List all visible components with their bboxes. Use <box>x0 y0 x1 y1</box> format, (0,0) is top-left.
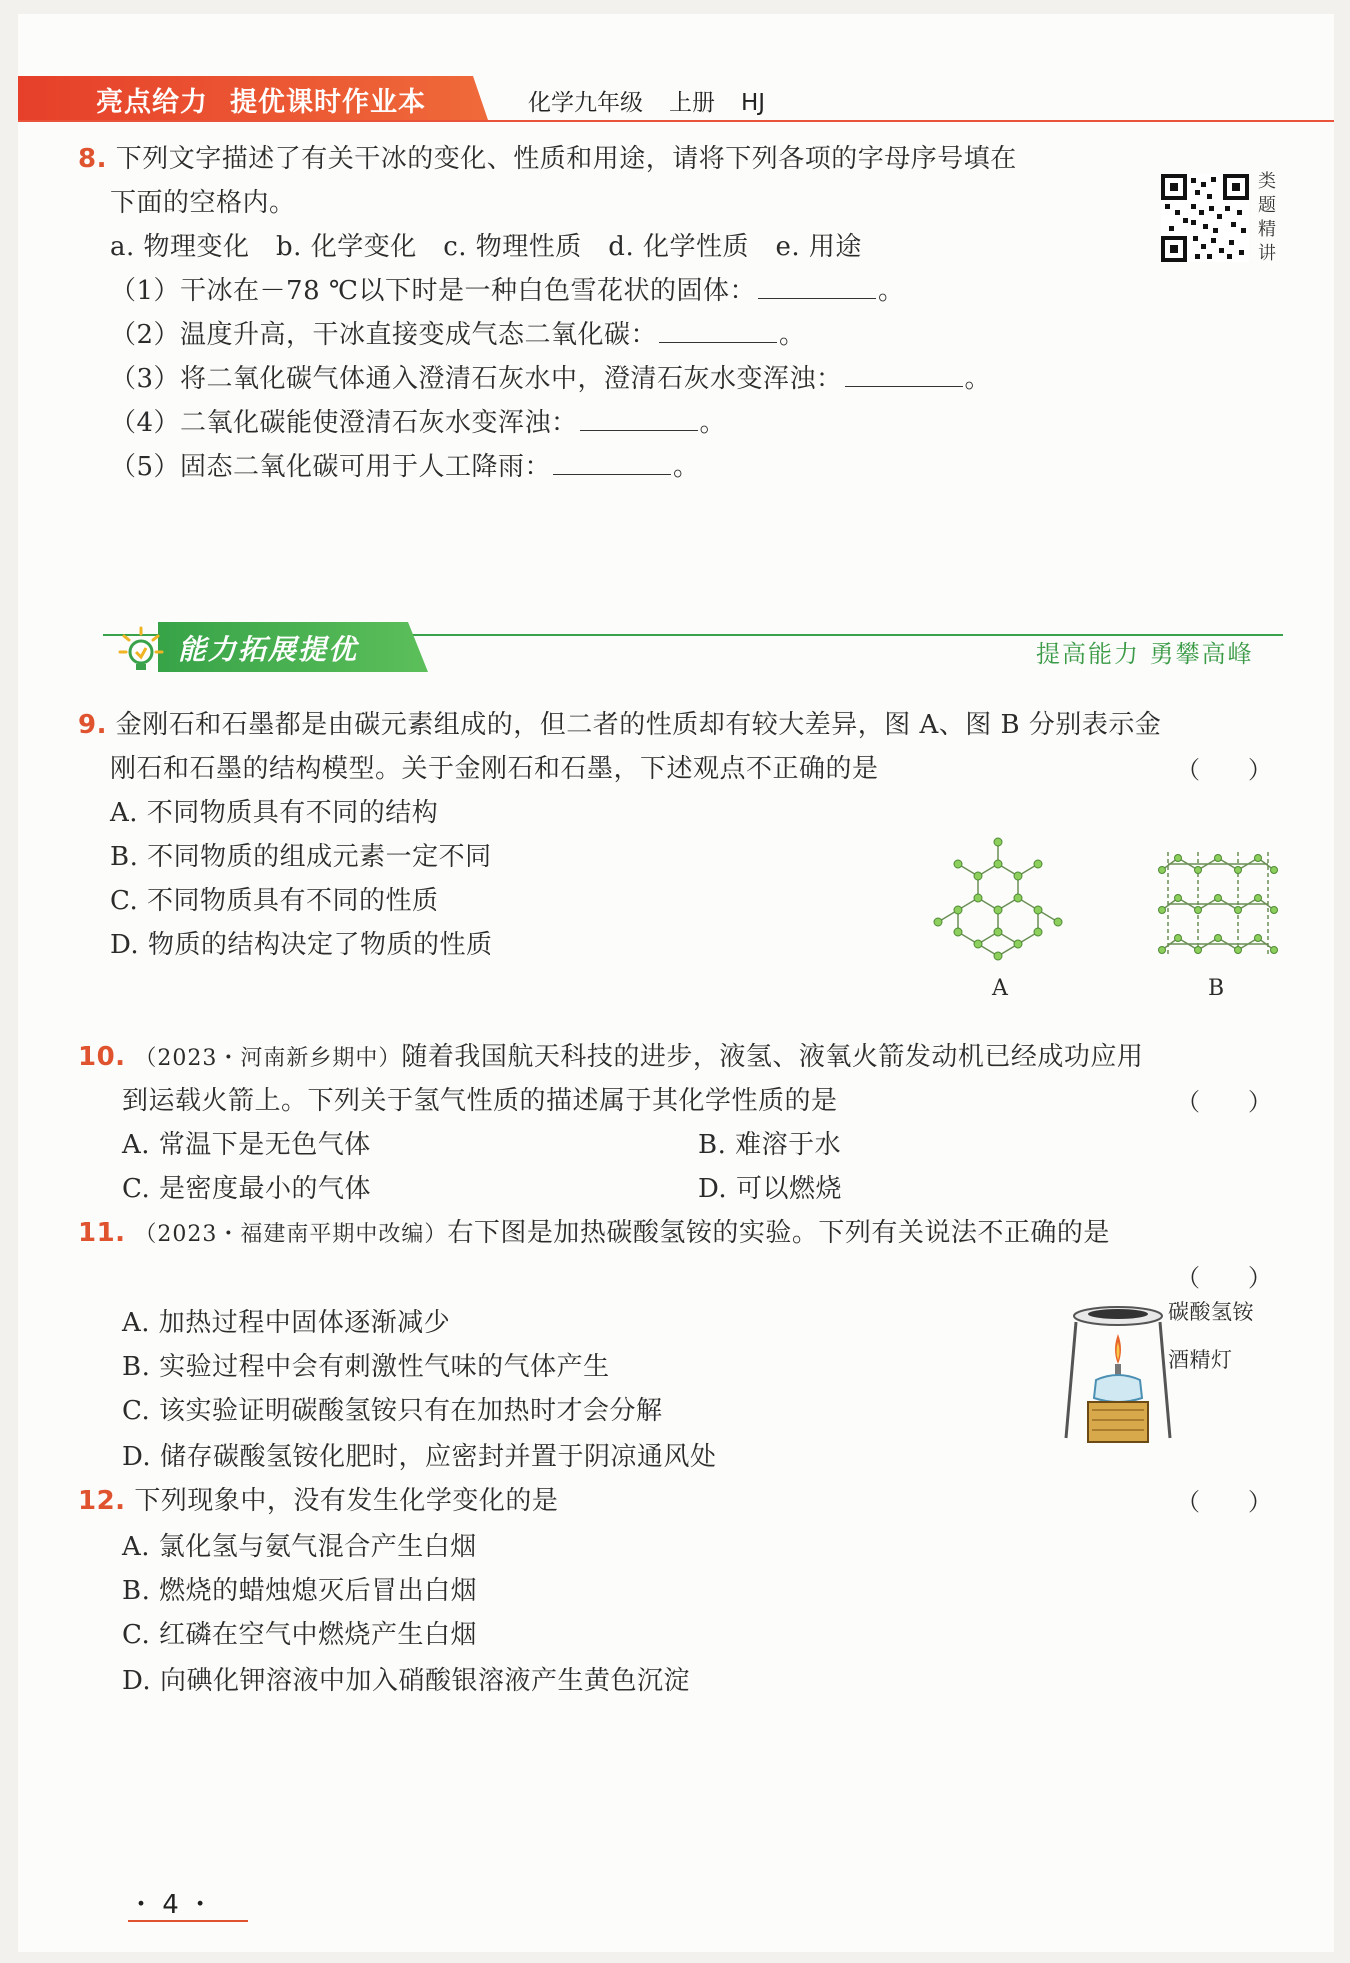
q10-answer-paren[interactable]: （ ） <box>1176 1088 1272 1116</box>
q8-line1: 8. 下列文字描述了有关干冰的变化、性质和用途，请将下列各项的字母序号填在 <box>78 144 1017 174</box>
q9-option-b: B. 不同物质的组成元素一定不同 <box>110 842 492 872</box>
q8-item1: （1）干冰在－78 ℃以下时是一种白色雪花状的固体： 。 <box>110 276 905 306</box>
q11-number: 11. <box>78 1218 126 1248</box>
graphite-structure-figure <box>1158 844 1278 964</box>
q10-line2: 到运载火箭上。下列关于氢气性质的描述属于其化学性质的是 <box>122 1086 838 1116</box>
q9-line2: 刚石和石墨的结构模型。关于金刚石和石墨，下述观点不正确的是 <box>110 754 879 784</box>
answer-blank[interactable] <box>580 410 698 431</box>
answer-blank[interactable] <box>758 278 876 299</box>
q10-option-b: B. 难溶于水 <box>698 1130 842 1160</box>
q10-line1: 10. （2023・河南新乡期中）随着我国航天科技的进步，液氢、液氧火箭发动机已经成功应用 <box>78 1042 1144 1072</box>
qr-label: 类 题 精 讲 <box>1258 171 1276 264</box>
footer-rule <box>128 1920 248 1922</box>
q11-answer-paren[interactable]: （ ） <box>1176 1264 1272 1292</box>
header-series: 提优课时作业本 <box>230 87 426 118</box>
q9-option-d: D. 物质的结构决定了物质的性质 <box>110 930 493 960</box>
q8-item4: （4）二氧化碳能使澄清石灰水变浑浊： 。 <box>110 408 727 438</box>
header-brand: 亮点给力 提优课时作业本 <box>96 87 426 118</box>
header-subject <box>528 84 765 117</box>
q12-answer-paren[interactable]: （ ） <box>1176 1488 1272 1516</box>
figure-a-caption: A <box>992 976 1008 1001</box>
lightbulb-icon <box>118 626 164 674</box>
volume-label: 上册 <box>669 90 715 116</box>
q12-line1: 12. 下列现象中，没有发生化学变化的是 <box>78 1486 559 1516</box>
q11-option-b: B. 实验过程中会有刺激性气味的气体产生 <box>122 1352 610 1382</box>
q11-option-a: A. 加热过程中固体逐渐减少 <box>122 1308 451 1338</box>
q8-line2: 下面的空格内。 <box>110 188 296 218</box>
q9-number: 9. <box>78 710 107 740</box>
q8-item2: （2）温度升高，干冰直接变成气态二氧化碳： 。 <box>110 320 806 350</box>
label-ammonium-bicarbonate: 碳酸氢铵 <box>1168 1300 1254 1324</box>
section-motto: 提高能力 勇攀高峰 <box>1036 640 1254 668</box>
q11-option-c: C. 该实验证明碳酸氢铵只有在加热时才会分解 <box>122 1396 663 1426</box>
header-rule <box>18 120 1334 122</box>
q8-item3: （3）将二氧化碳气体通入澄清石灰水中，澄清石灰水变浑浊： 。 <box>110 364 992 394</box>
q12-number: 12. <box>78 1486 126 1516</box>
answer-blank[interactable] <box>845 366 963 387</box>
answer-blank[interactable] <box>659 322 777 343</box>
q12-option-b: B. 燃烧的蜡烛熄灭后冒出白烟 <box>122 1576 478 1606</box>
q8-item5: （5）固态二氧化碳可用于人工降雨： 。 <box>110 452 700 482</box>
q12-option-a: A. 氯化氢与氨气混合产生白烟 <box>122 1532 477 1562</box>
q10-number: 10. <box>78 1042 126 1072</box>
figure-b-caption: B <box>1208 976 1225 1001</box>
q12-option-c: C. 红磷在空气中燃烧产生白烟 <box>122 1620 477 1650</box>
q11-option-d: D. 储存碳酸氢铵化肥时，应密封并置于阴凉通风处 <box>122 1442 717 1472</box>
q11-line1: 11. （2023・福建南平期中改编）右下图是加热碳酸氢铵的实验。下列有关说法不正确的是 <box>78 1218 1110 1248</box>
q10-option-a: A. 常温下是无色气体 <box>122 1130 371 1160</box>
page-number: ・ 4 ・ <box>128 1890 214 1920</box>
q9-option-a: A. 不同物质具有不同的结构 <box>110 798 439 828</box>
heating-apparatus-figure <box>1058 1294 1178 1454</box>
q10-option-d: D. 可以燃烧 <box>698 1174 842 1204</box>
subject-label: 化学九年级 <box>528 90 643 116</box>
qr-code-icon[interactable] <box>1161 174 1249 262</box>
section-title: 能力拓展提优 <box>178 633 359 666</box>
label-alcohol-lamp: 酒精灯 <box>1168 1348 1233 1372</box>
q9-line1: 9. 金刚石和石墨都是由碳元素组成的，但二者的性质却有较大差异，图 A、图 B 分别表示金 <box>78 710 1162 740</box>
q12-option-d: D. 向碘化钾溶液中加入硝酸银溶液产生黄色沉淀 <box>122 1666 690 1696</box>
page <box>18 14 1334 1952</box>
q9-answer-paren[interactable]: （ ） <box>1176 756 1272 784</box>
diamond-structure-figure <box>928 834 1068 964</box>
q8-number: 8. <box>78 144 107 174</box>
q10-option-c: C. 是密度最小的气体 <box>122 1174 371 1204</box>
q8-options: a. 物理变化 b. 化学变化 c. 物理性质 d. 化学性质 e. 用途 <box>110 232 862 262</box>
answer-blank[interactable] <box>553 454 671 475</box>
edition-label: HJ <box>741 90 766 116</box>
q9-option-c: C. 不同物质具有不同的性质 <box>110 886 439 916</box>
